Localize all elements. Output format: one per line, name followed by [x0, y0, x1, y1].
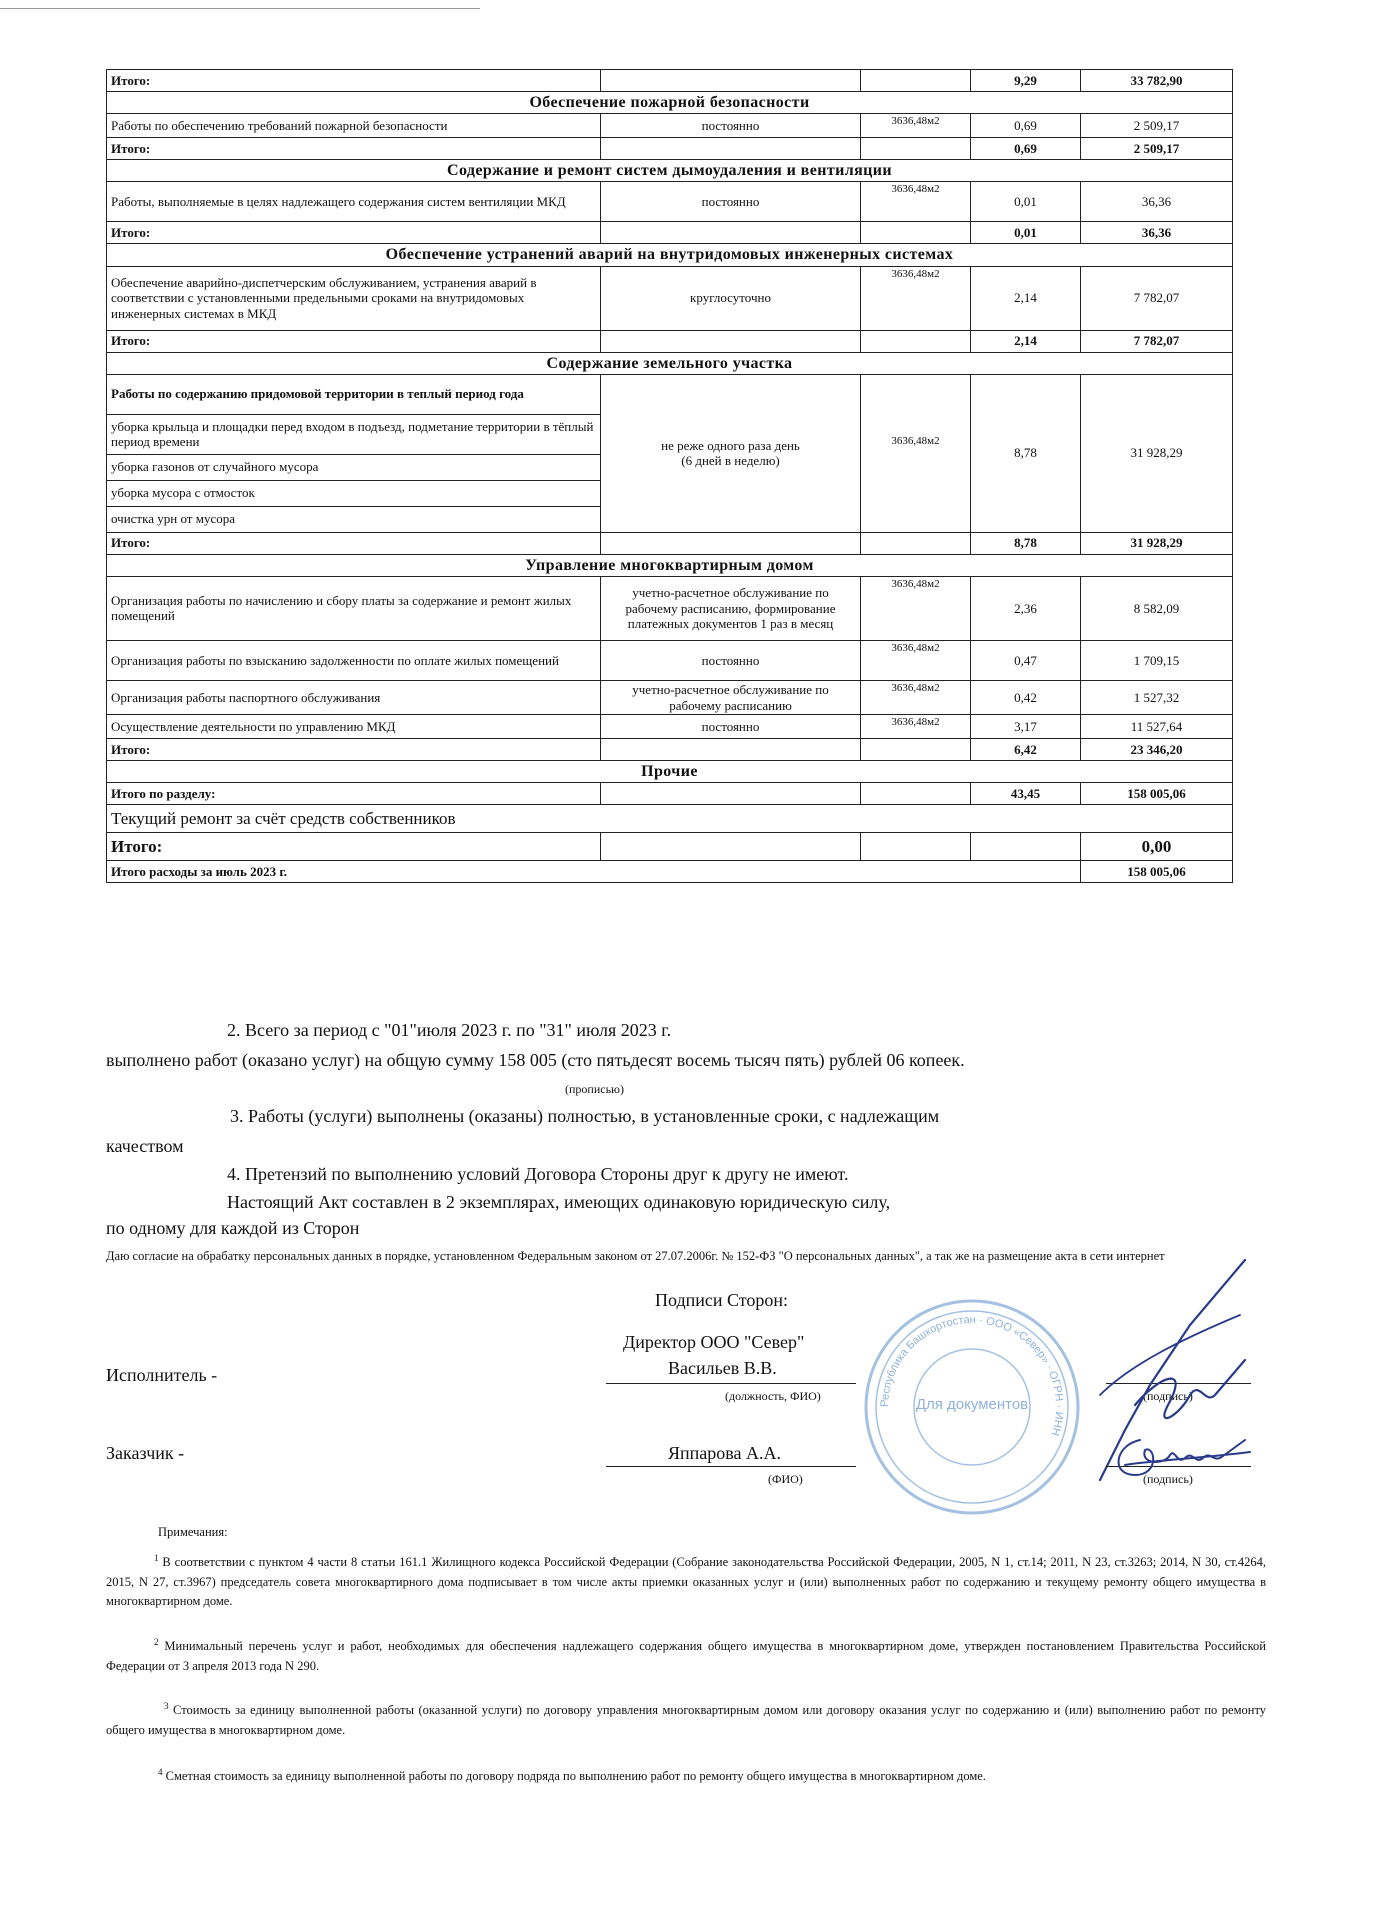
table-row [107, 160, 1233, 182]
table-row [107, 114, 1233, 138]
section-heading: Обеспечение пожарной безопасности [107, 92, 1233, 114]
empty-cell [601, 330, 861, 352]
table-row [107, 680, 1233, 714]
table-row [107, 182, 1233, 222]
item-name: Организация работы по начислению и сбору платы за содержание и ремонт жилых помещений [107, 576, 601, 640]
item-name: Организация работы паспортного обслуживания [107, 680, 601, 714]
paragraph-3-line1: 3. Работы (услуги) выполнены (оказаны) полностью, в установленные сроки, с надлежащим [230, 1106, 940, 1126]
empty-cell [861, 783, 971, 805]
land-item: уборка мусора с отмосток [107, 480, 601, 506]
table-row [107, 783, 1233, 805]
stamp-ring-text: Республика Башкортостан · ООО «Север» · ОГРН · ИНН [878, 1313, 1066, 1438]
item-frequency: постоянно [601, 715, 861, 739]
empty-cell [861, 222, 971, 244]
table-row [107, 761, 1233, 783]
empty-cell [601, 739, 861, 761]
note-3 [106, 1700, 1266, 1740]
note-2-marker: 2 [154, 1637, 159, 1647]
land-frequency [601, 374, 861, 532]
customer-name-line [606, 1466, 856, 1467]
land-sum: 31 928,29 [1081, 374, 1233, 532]
note-1-text: В соответствии с пунктом 4 части 8 статьи 161.1 Жилищного кодекса Российской Федерации (Собрание законодательства Российской Федерации, 2005, N 1, ст.14; 2011, N 23, ст.3263; 2014, N 30, ст.4264, 2015, N 27, ст.3967) председатель совета многоквартирного дома подписывает в том числе акты приемки оказанных услуг и (или) выполненных работ по содержанию и текущему ремонту общего имущества в многоквартирном доме. [106, 1555, 1266, 1608]
item-area: 3636,48м2 [861, 640, 971, 680]
item-frequency: постоянно [601, 640, 861, 680]
note-1-marker: 1 [154, 1553, 159, 1563]
table-row [107, 138, 1233, 160]
item-rate: 2,14 [971, 266, 1081, 330]
land-item: уборка крыльца и площадки перед входом в подъезд, подметание территории в тёплый период времени [107, 414, 601, 454]
empty-cell [861, 532, 971, 554]
stamp-center-text: Для документов [915, 1396, 1029, 1413]
land-item: уборка газонов от случайного мусора [107, 454, 601, 480]
total-sum: 23 346,20 [1081, 739, 1233, 761]
customer-caption: (ФИО) [768, 1472, 803, 1486]
item-sum: 1 527,32 [1081, 680, 1233, 714]
section-heading: Содержание и ремонт систем дымоудаления и вентиляции [107, 160, 1233, 182]
item-area: 3636,48м2 [861, 182, 971, 222]
executor-caption: (должность, ФИО) [725, 1389, 821, 1403]
item-frequency: постоянно [601, 114, 861, 138]
item-rate: 2,36 [971, 576, 1081, 640]
executor-sign-caption: (подпись) [1143, 1389, 1193, 1403]
table-row [107, 92, 1233, 114]
total-sum: 2 509,17 [1081, 138, 1233, 160]
repair-total-sum: 0,00 [1081, 833, 1233, 861]
item-area: 3636,48м2 [861, 715, 971, 739]
table-row [107, 554, 1233, 576]
total-rate: 8,78 [971, 532, 1081, 554]
section-heading: Обеспечение устранений аварий на внутридомовых инженерных системах [107, 244, 1233, 266]
customer-name: Яппарова А.А. [668, 1443, 782, 1463]
table-body-main [107, 70, 1233, 375]
executor-name-line [606, 1383, 856, 1384]
item-sum: 11 527,64 [1081, 715, 1233, 739]
repair-section [107, 805, 1233, 883]
paragraph-4: 4. Претензий по выполнению условий Договора Стороны друг к другу не имеют. [227, 1164, 849, 1184]
item-rate: 0,47 [971, 640, 1081, 680]
top-rule [0, 8, 480, 9]
executor-name: Васильев В.В. [668, 1358, 777, 1378]
total-label: Итого: [107, 739, 601, 761]
signatures-heading: Подписи Сторон: [655, 1290, 789, 1310]
total-sum: 36,36 [1081, 222, 1233, 244]
item-area: 3636,48м2 [861, 266, 971, 330]
item-sum: 2 509,17 [1081, 114, 1233, 138]
customer-sign-caption: (подпись) [1143, 1472, 1193, 1486]
table-row [107, 532, 1233, 554]
item-name: Работы, выполняемые в целях надлежащего содержания систем вентиляции МКД [107, 182, 601, 222]
item-rate: 0,42 [971, 680, 1081, 714]
customer-label: Заказчик - [106, 1443, 185, 1463]
act-table [106, 69, 1233, 883]
land-freq-line1: не реже одного раза день [661, 437, 800, 453]
total-label: Итого: [107, 330, 601, 352]
table-row [107, 576, 1233, 640]
total-rate: 2,14 [971, 330, 1081, 352]
note-4-marker: 4 [158, 1767, 163, 1777]
item-frequency: постоянно [601, 182, 861, 222]
empty-cell [601, 222, 861, 244]
total-rate: 9,29 [971, 70, 1081, 92]
item-area: 3636,48м2 [861, 680, 971, 714]
empty-cell [601, 833, 861, 861]
table-row [107, 244, 1233, 266]
total-label: Итого по разделу: [107, 783, 601, 805]
expenses-label: Итого расходы за июль 2023 г. [107, 861, 1081, 883]
empty-cell [861, 739, 971, 761]
notes-title: Примечания: [158, 1525, 228, 1539]
empty-cell [861, 833, 971, 861]
item-sum: 8 582,09 [1081, 576, 1233, 640]
land-freq-line2: (6 дней в неделю) [681, 453, 780, 469]
total-label: Итого: [107, 532, 601, 554]
table-row [107, 330, 1233, 352]
table-row [107, 70, 1233, 92]
total-label: Итого: [107, 138, 601, 160]
table-row [107, 640, 1233, 680]
item-frequency: круглосуточно [601, 266, 861, 330]
expenses-sum: 158 005,06 [1081, 861, 1233, 883]
total-sum: 158 005,06 [1081, 783, 1233, 805]
total-label: Итого: [107, 70, 601, 92]
total-sum: 31 928,29 [1081, 532, 1233, 554]
paragraph-5-line1: Настоящий Акт составлен в 2 экземплярах, имеющих одинаковую юридическую силу, [227, 1192, 891, 1212]
item-area: 3636,48м2 [861, 576, 971, 640]
executor-label: Исполнитель - [106, 1365, 218, 1385]
empty-cell [861, 70, 971, 92]
executor-position: Директор ООО "Север" [623, 1332, 805, 1352]
section-heading: Содержание земельного участка [107, 352, 1233, 374]
item-frequency: учетно-расчетное обслуживание по рабочему расписанию [601, 680, 861, 714]
item-name: Организация работы по взысканию задолженности по оплате жилых помещений [107, 640, 601, 680]
paragraph-2-note: (прописью) [565, 1082, 625, 1096]
paragraph-2-line1: 2. Всего за период с "01"июля 2023 г. по "31" июля 2023 г. [227, 1020, 672, 1040]
repair-total-label: Итого: [107, 833, 601, 861]
total-rate: 0,01 [971, 222, 1081, 244]
note-4-text: Сметная стоимость за единицу выполненной работы по договору подряда по выполнению работ по ремонту общего имущества в многоквартирном доме. [162, 1769, 986, 1784]
empty-cell [601, 138, 861, 160]
note-2-text: Минимальный перечень услуг и работ, необходимых для обеспечения надлежащего содержания общего имущества в многоквартирном доме, утвержден постановлением Правительства Российской Федерации от 3 апреля 2013 года N 290. [106, 1639, 1266, 1673]
total-rate: 43,45 [971, 783, 1081, 805]
empty-cell [861, 330, 971, 352]
note-3-marker: 3 [164, 1701, 169, 1711]
item-frequency: учетно-расчетное обслуживание по рабочему расписанию, формирование платежных документов 1 раз в месяц [601, 576, 861, 640]
item-rate: 3,17 [971, 715, 1081, 739]
total-rate: 6,42 [971, 739, 1081, 761]
total-sum: 7 782,07 [1081, 330, 1233, 352]
total-rate: 0,69 [971, 138, 1081, 160]
paragraph-5-line2: по одному для каждой из Сторон [106, 1218, 360, 1238]
repair-label: Текущий ремонт за счёт средств собственников [107, 805, 1233, 833]
empty-cell [971, 833, 1081, 861]
item-area: 3636,48м2 [861, 114, 971, 138]
land-section [107, 374, 1233, 532]
table-body-management [107, 532, 1233, 805]
item-rate: 0,01 [971, 182, 1081, 222]
land-rate: 8,78 [971, 374, 1081, 532]
note-3-text: Стоимость за единицу выполненной работы (оказанной услуги) по договору управления многоквартирным домом или договору оказания услуг по содержанию и (или) выполнению работ по ремонту общего имущества в многоквартирном доме. [106, 1703, 1266, 1737]
empty-cell [601, 70, 861, 92]
land-area: 3636,48м2 [861, 374, 971, 532]
item-sum: 1 709,15 [1081, 640, 1233, 680]
total-sum: 33 782,90 [1081, 70, 1233, 92]
table-row [107, 222, 1233, 244]
item-name: Обеспечение аварийно-диспетчерским обслуживанием, устранения аварий в соответствии с установленными предельными сроками на внутридомовых инженерных системах в МКД [107, 266, 601, 330]
note-1 [106, 1552, 1266, 1611]
consent-text: Даю согласие на обрабатку персональных данных в порядке, установленном Федеральным законом от 27.07.2006г. № 152-ФЗ "О персональных данных", а так же на размещение акта в сети интернет [106, 1249, 1165, 1263]
table-row [107, 266, 1233, 330]
note-2 [106, 1636, 1266, 1676]
section-heading: Прочие [107, 761, 1233, 783]
item-name: Работы по обеспечению требований пожарной безопасности [107, 114, 601, 138]
note-4 [106, 1766, 1266, 1787]
item-rate: 0,69 [971, 114, 1081, 138]
customer-signature [1105, 1420, 1255, 1495]
empty-cell [861, 138, 971, 160]
land-header: Работы по содержанию придомовой территории в теплый период года [107, 374, 601, 414]
table-row [107, 715, 1233, 739]
table-row [107, 739, 1233, 761]
item-name: Осуществление деятельности по управлению МКД [107, 715, 601, 739]
empty-cell [601, 783, 861, 805]
item-sum: 7 782,07 [1081, 266, 1233, 330]
item-sum: 36,36 [1081, 182, 1233, 222]
table-row [107, 352, 1233, 374]
section-heading: Управление многоквартирным домом [107, 554, 1233, 576]
total-label: Итого: [107, 222, 601, 244]
empty-cell [601, 532, 861, 554]
paragraph-3-line2: качеством [106, 1136, 184, 1156]
land-item: очистка урн от мусора [107, 506, 601, 532]
paragraph-2-line2: выполнено работ (оказано услуг) на общую сумму 158 005 (сто пятьдесят восемь тысяч пять) рублей 06 копеек. [106, 1050, 965, 1070]
